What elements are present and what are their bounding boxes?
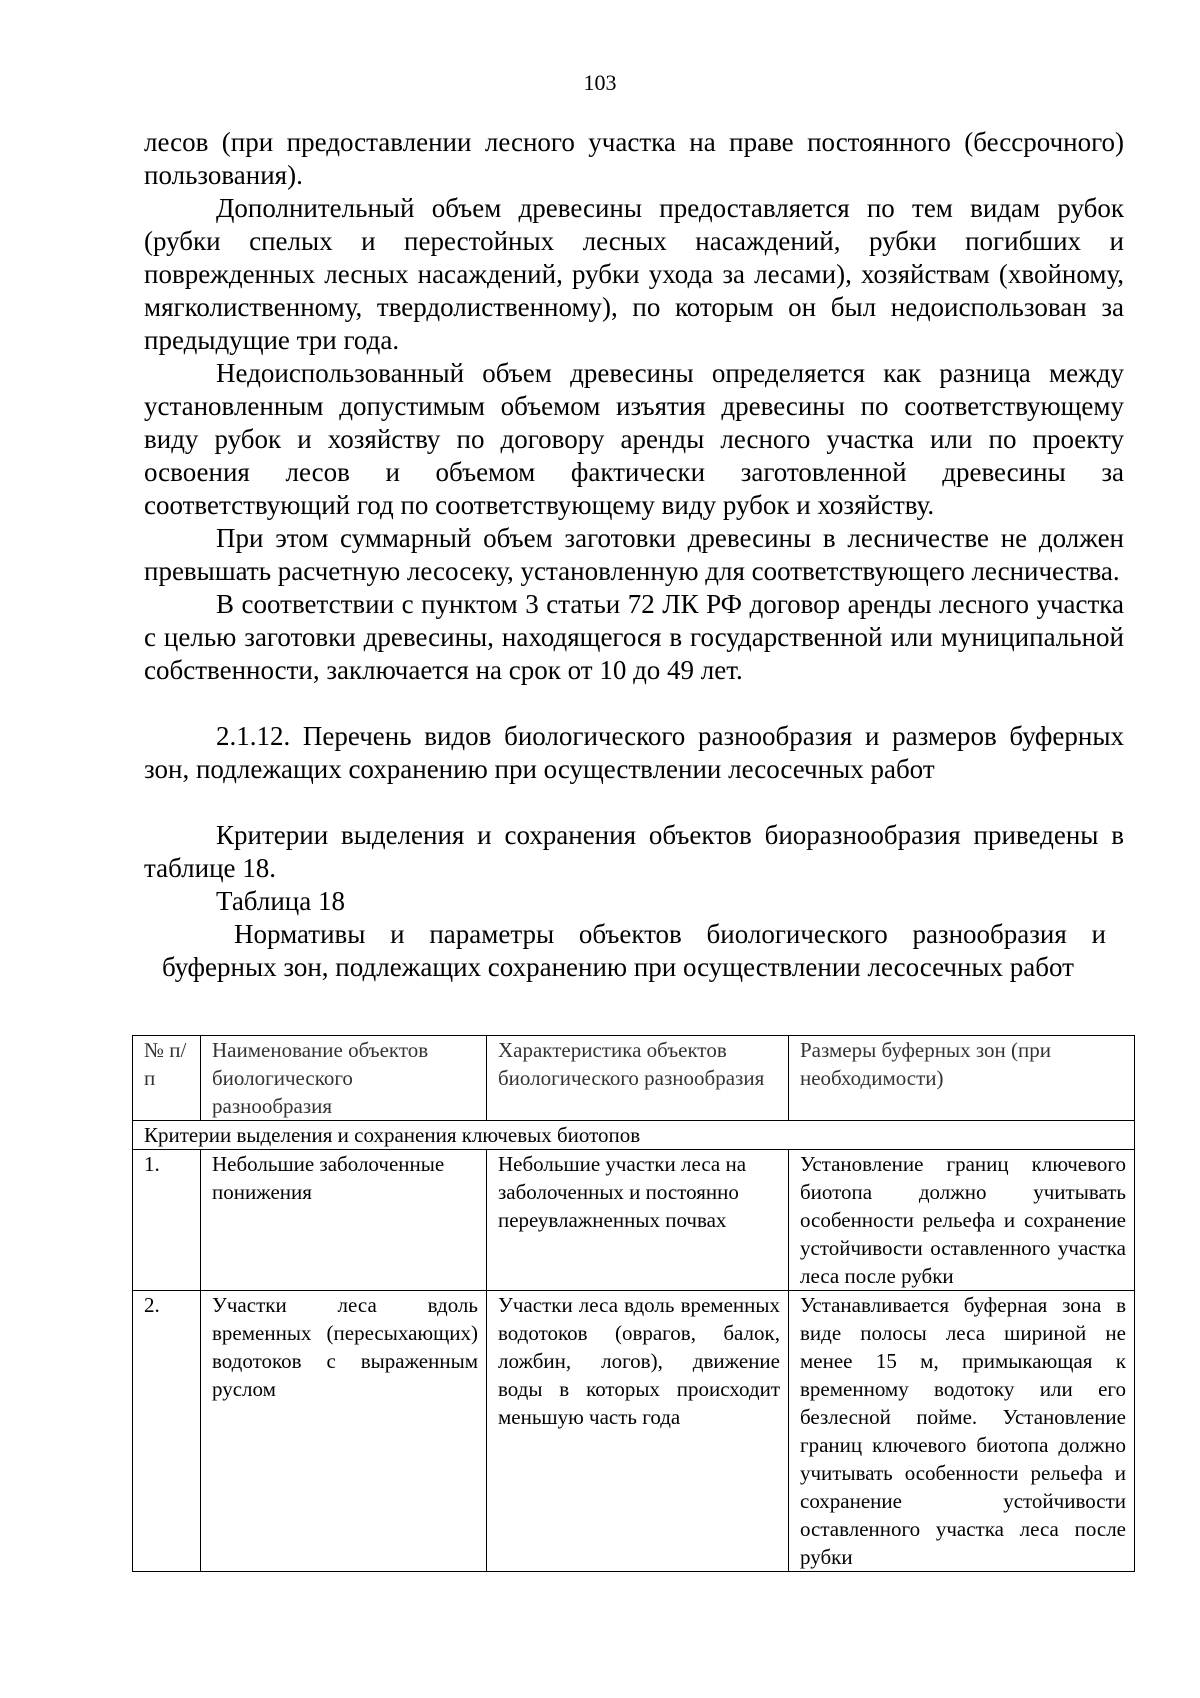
- paragraph-continuation: лесов (при предоставлении лесного участка на праве постоянного (бессрочного) пользования).: [144, 127, 1124, 190]
- document-body: [144, 126, 1124, 984]
- table-title: Нормативы и параметры объектов биологического разнообразия и буферных зон, подлежащих сохранению при осуществлении лесосечных работ: [162, 919, 1106, 982]
- table-row: [133, 1150, 1135, 1291]
- row-name: Небольшие заболоченные понижения: [201, 1150, 487, 1291]
- section-heading: 2.1.12. Перечень видов биологического разнообразия и размеров буферных зон, подлежащих сохранению при осуществлении лесосечных работ: [144, 721, 1124, 784]
- spacer: [144, 786, 1124, 819]
- row-characteristic: Небольшие участки леса на заболоченных и постоянно переувлажненных почвах: [487, 1150, 789, 1291]
- header-name: Наименование объектов биологического разнообразия: [201, 1036, 487, 1121]
- header-num: № п/п: [133, 1036, 201, 1121]
- row-name: Участки леса вдоль временных (пересыхающих) водотоков с выраженным руслом: [201, 1291, 487, 1572]
- table-row: [133, 1291, 1135, 1572]
- row-num: 1.: [133, 1150, 201, 1291]
- header-characteristic: Характеристика объектов биологического разнообразия: [487, 1036, 789, 1121]
- row-buffer: Устанавливается буферная зона в виде полосы леса шириной не менее 15 м, примыкающая к временному водотоку или его безлесной пойме. Установление границ ключевого биотопа должно учитывать особенности рельефа и сохранение устойчивости оставленного участка леса после рубки: [789, 1291, 1135, 1572]
- section-row-label: Критерии выделения и сохранения ключевых биотопов: [133, 1121, 1135, 1150]
- paragraph-total-volume: При этом суммарный объем заготовки древесины в лесничестве не должен превышать расчетную лесосеку, установленную для соответствующего лесничества.: [144, 523, 1124, 586]
- biodiversity-table: [132, 1035, 1135, 1572]
- header-buffer: Размеры буферных зон (при необходимости): [789, 1036, 1135, 1121]
- row-characteristic: Участки леса вдоль временных водотоков (оврагов, балок, ложбин, логов), движение воды в которых происходит меньшую часть года: [487, 1291, 789, 1572]
- paragraph-lease-term: В соответствии с пунктом 3 статьи 72 ЛК РФ договор аренды лесного участка с целью заготовки древесины, находящегося в государственной или муниципальной собственности, заключается на срок от 10 до 49 лет.: [144, 589, 1124, 685]
- paragraph-criteria-intro: Критерии выделения и сохранения объектов биоразнообразия приведены в таблице 18.: [144, 820, 1124, 883]
- table-section-row: [133, 1121, 1135, 1150]
- row-num: 2.: [133, 1291, 201, 1572]
- table-number-label: Таблица 18: [216, 886, 345, 916]
- spacer: [144, 687, 1124, 720]
- table-container: [132, 1035, 1134, 1572]
- row-buffer: Установление границ ключевого биотопа должно учитывать особенности рельефа и сохранение устойчивости оставленного участка леса после рубки: [789, 1150, 1135, 1291]
- paragraph-additional-volume: Дополнительный объем древесины предоставляется по тем видам рубок (рубки спелых и перестойных лесных насаждений, рубки погибших и поврежденных лесных насаждений, рубки ухода за лесами), хозяйствам (хвойному, мягколиственному, твердолиственному), по которым он был недоиспользован за предыдущие три года.: [144, 193, 1124, 355]
- paragraph-underused-volume: Недоиспользованный объем древесины определяется как разница между установленным допустимым объемом изъятия древесины по соответствующему виду рубок и хозяйству по договору аренды лесного участка или по проекту освоения лесов и объемом фактически заготовленной древесины за соответствующий год по соответствующему виду рубок и хозяйству.: [144, 358, 1124, 520]
- page-number: 103: [583, 70, 617, 95]
- table-header-row: [133, 1036, 1135, 1121]
